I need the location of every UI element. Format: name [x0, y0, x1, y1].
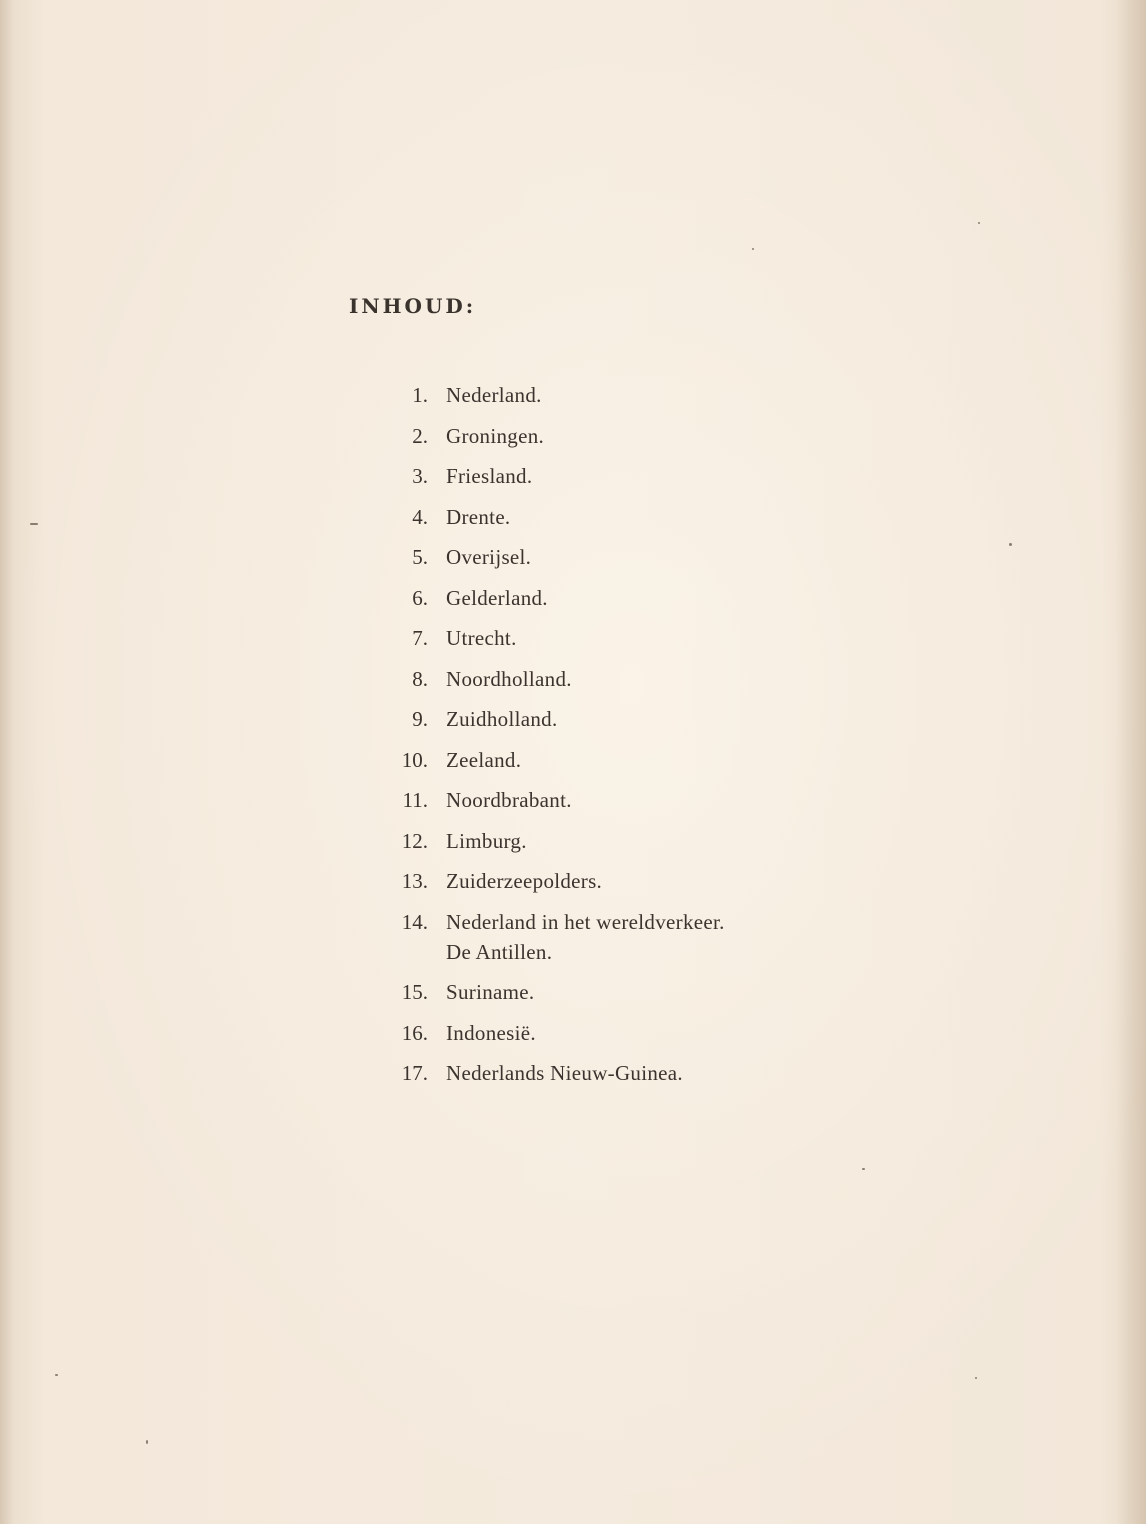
- toc-item-title: [428, 704, 558, 734]
- toc-item-title-line: Noordholland.: [446, 666, 572, 691]
- toc-item-number: 14.: [401, 909, 428, 934]
- paper-speck: [146, 1440, 148, 1444]
- toc-item-title: [428, 502, 511, 532]
- toc-item-number: 16.: [401, 1020, 428, 1045]
- toc-item-number: 3.: [412, 464, 428, 488]
- page-right-edge-shadow: [1116, 0, 1146, 1524]
- toc-item: [380, 542, 900, 572]
- paper-speck: [978, 222, 980, 224]
- toc-item-number: 13.: [401, 869, 428, 893]
- toc-item: [380, 907, 900, 967]
- toc-item: [380, 502, 900, 532]
- paper-speck: [752, 248, 754, 250]
- toc-item-title: [428, 664, 572, 694]
- toc-item-title-line: Gelderland.: [446, 585, 548, 610]
- toc-item-number: 4.: [412, 504, 428, 529]
- paper-speck: [30, 523, 38, 525]
- toc-item-title: [428, 826, 527, 856]
- table-of-contents: [380, 380, 900, 1099]
- toc-item-title-line: Nederland.: [446, 383, 542, 407]
- toc-item-number: 12.: [401, 828, 428, 853]
- toc-item-number: 1.: [412, 383, 428, 407]
- toc-item-number: 11.: [402, 788, 428, 812]
- paper-speck: [1009, 543, 1012, 546]
- toc-item: [380, 1058, 900, 1088]
- toc-item-title: [428, 785, 572, 815]
- toc-item-title-line: Drente.: [446, 504, 511, 529]
- toc-item-title-line: Friesland.: [446, 464, 533, 488]
- toc-item: [380, 785, 900, 815]
- paper-speck: [975, 1377, 977, 1379]
- toc-item-title: [428, 583, 548, 613]
- contents-heading: INHOUD:: [349, 294, 477, 318]
- toc-item-title: [428, 380, 542, 410]
- toc-item-title: [428, 745, 521, 775]
- toc-item-title: [428, 542, 531, 572]
- toc-item-title: [428, 1018, 536, 1048]
- toc-item-title: [428, 907, 725, 967]
- toc-item: [380, 461, 900, 491]
- paper-speck: [55, 1374, 58, 1376]
- toc-item: [380, 664, 900, 694]
- toc-item-number: 15.: [401, 980, 428, 1004]
- toc-item-title-line: Zeeland.: [446, 747, 522, 772]
- toc-item-number: 7.: [412, 626, 428, 650]
- toc-item: [380, 1018, 900, 1048]
- toc-item-title-line: Suriname.: [446, 980, 535, 1004]
- toc-item: [380, 977, 900, 1007]
- toc-item-title-line: Indonesië.: [446, 1020, 536, 1045]
- toc-item-title-line: De Antillen.: [446, 939, 553, 964]
- toc-item-number: 6.: [412, 585, 428, 610]
- paper-speck: [862, 1168, 865, 1170]
- toc-item-title-line: Nederlands Nieuw-Guinea.: [446, 1061, 683, 1085]
- toc-item-title-line: Noordbrabant.: [446, 788, 572, 812]
- toc-item: [380, 704, 900, 734]
- toc-item: [380, 826, 900, 856]
- toc-item-title: [428, 461, 532, 491]
- toc-item-number: 8.: [412, 666, 428, 691]
- toc-item-title-line: Nederland in het wereldverkeer.: [446, 909, 725, 934]
- toc-item-title-line: Limburg.: [446, 828, 527, 853]
- toc-item: [380, 866, 900, 896]
- toc-item-number: 5.: [412, 545, 428, 569]
- toc-item: [380, 745, 900, 775]
- toc-item-number: 10.: [401, 747, 428, 772]
- toc-item-number: 17.: [401, 1061, 428, 1085]
- toc-item: [380, 623, 900, 653]
- toc-item-title-line: Utrecht.: [446, 626, 517, 650]
- page-left-edge-shadow: [0, 0, 14, 1524]
- toc-item-title: [428, 623, 517, 653]
- toc-item: [380, 421, 900, 451]
- toc-item: [380, 380, 900, 410]
- toc-item-number: 2.: [412, 423, 428, 448]
- toc-item-title: [428, 1058, 683, 1088]
- toc-item-title: [428, 977, 534, 1007]
- toc-item-title-line: Zuidholland.: [446, 707, 558, 731]
- toc-item-title: [428, 866, 602, 896]
- toc-item-title: [428, 421, 544, 451]
- toc-item: [380, 583, 900, 613]
- toc-item-title-line: Overijsel.: [446, 545, 532, 569]
- toc-item-title-line: Groningen.: [446, 423, 545, 448]
- toc-item-title-line: Zuiderzeepolders.: [446, 869, 603, 893]
- toc-item-number: 9.: [412, 707, 428, 731]
